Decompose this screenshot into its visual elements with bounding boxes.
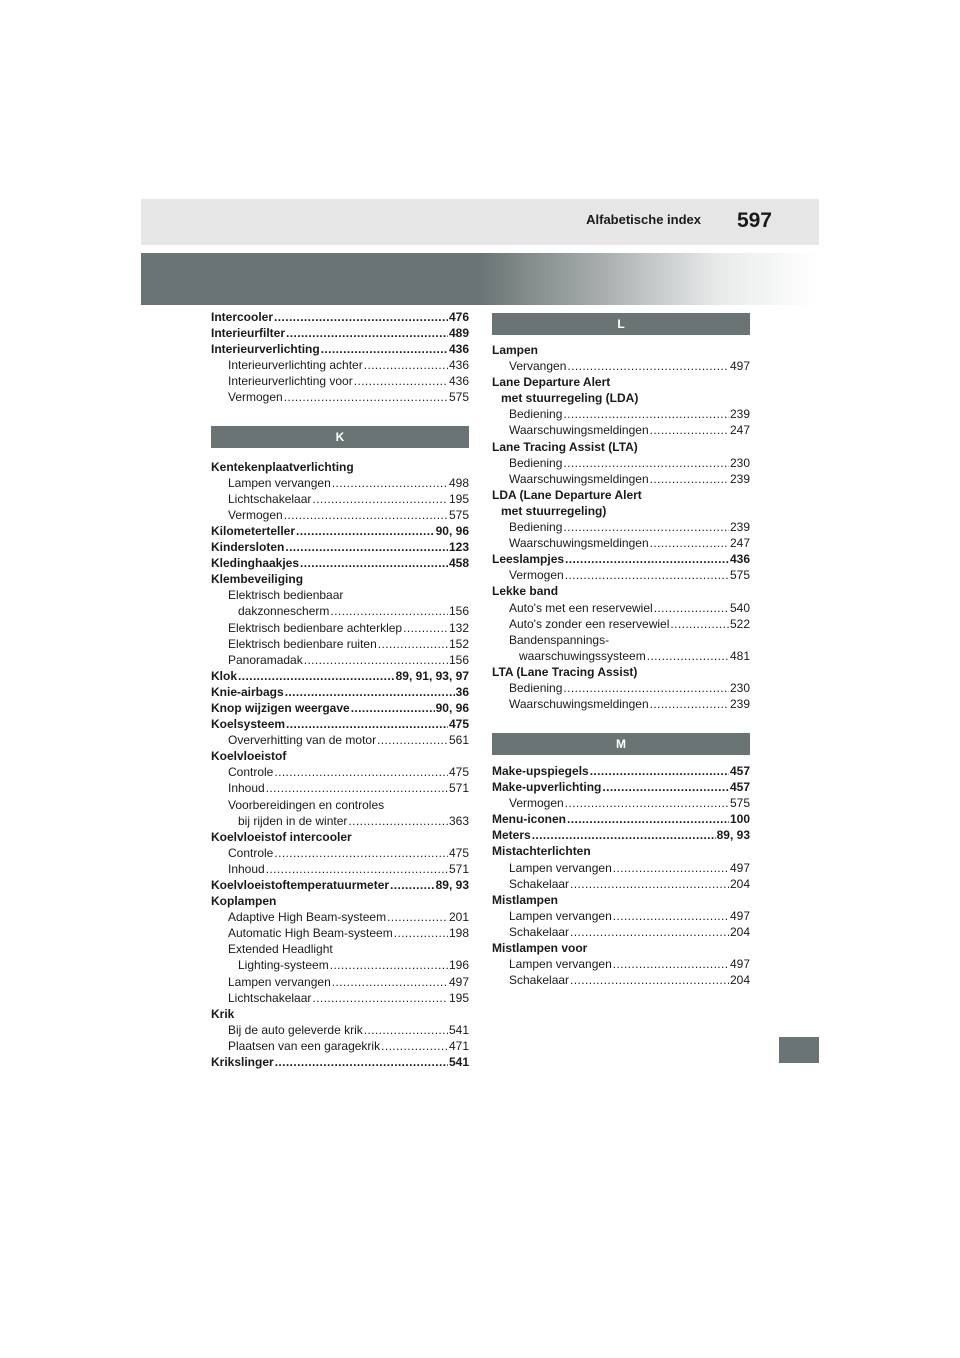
- page-number: 597: [736, 209, 772, 232]
- index-subentry[interactable]: Adaptive High Beam-systeem ..... 201: [211, 909, 469, 925]
- index-subheading: Elektrisch bedienbaar: [228, 588, 344, 603]
- index-subentry[interactable]: waarschuwingssysteem ..... 481: [492, 648, 750, 664]
- index-entry[interactable]: Interieurfilter ..... 489: [211, 325, 469, 341]
- index-heading: Kentekenplaatverlichting: [211, 459, 354, 474]
- index-subentry[interactable]: Oververhitting van de motor ..... 561: [211, 732, 469, 748]
- section-header-l: L: [492, 313, 750, 335]
- index-entry[interactable]: Koelsysteem ..... 475: [211, 716, 469, 732]
- index-subheading: Extended Headlight: [228, 942, 333, 957]
- index-entry[interactable]: Knop wijzigen weergave ..... 90, 96: [211, 700, 469, 716]
- header-title: Alfabetische index: [586, 212, 701, 227]
- index-subentry[interactable]: Schakelaar ..... 204: [492, 876, 750, 892]
- index-subentry[interactable]: Panoramadak ..... 156: [211, 652, 469, 668]
- index-entry[interactable]: Meters ..... 89, 93: [492, 827, 750, 843]
- index-subentry[interactable]: Schakelaar ..... 204: [492, 972, 750, 988]
- index-heading: Mistlampen voor: [492, 941, 588, 956]
- index-subentry[interactable]: Vervangen ..... 497: [492, 358, 750, 374]
- index-subentry[interactable]: Lampen vervangen ..... 498: [211, 475, 469, 491]
- index-subentry[interactable]: Lampen vervangen ..... 497: [492, 860, 750, 876]
- index-entry[interactable]: Knie-airbags ..... 36: [211, 684, 469, 700]
- index-entry[interactable]: Intercooler ..... 476: [211, 309, 469, 325]
- index-subentry[interactable]: Schakelaar ..... 204: [492, 924, 750, 940]
- header-banner: [141, 253, 819, 305]
- chapter-tab-marker: [779, 1037, 819, 1063]
- index-column-2: [492, 342, 750, 712]
- index-subentry[interactable]: Bediening ..... 230: [492, 680, 750, 696]
- index-entry[interactable]: Make-upverlichting ..... 457: [492, 779, 750, 795]
- index-subentry[interactable]: Elektrisch bedienbare achterklep ..... 132: [211, 620, 469, 636]
- index-subentry[interactable]: Auto's met een reservewiel ..... 540: [492, 600, 750, 616]
- index-subentry[interactable]: Auto's zonder een reservewiel ..... 522: [492, 616, 750, 632]
- index-subentry[interactable]: Waarschuwingsmeldingen ..... 247: [492, 535, 750, 551]
- index-heading: Lane Departure Alert: [492, 375, 611, 390]
- index-subentry[interactable]: Bediening ..... 239: [492, 519, 750, 535]
- index-subentry[interactable]: Elektrisch bedienbare ruiten ..... 152: [211, 636, 469, 652]
- index-subentry[interactable]: Bediening ..... 239: [492, 406, 750, 422]
- index-heading: Mistachterlichten: [492, 844, 591, 859]
- index-heading: Lane Tracing Assist (LTA): [492, 439, 638, 454]
- index-column-2-m: [492, 763, 750, 988]
- section-header-k: K: [211, 426, 469, 448]
- index-entry[interactable]: Make-upspiegels ..... 457: [492, 763, 750, 779]
- index-entry[interactable]: Kilometerteller ..... 90, 96: [211, 523, 469, 539]
- index-heading: Koplampen: [211, 894, 277, 909]
- index-heading-cont: met stuurregeling): [501, 503, 607, 518]
- index-heading: Mistlampen: [492, 892, 559, 907]
- index-subentry[interactable]: Vermogen ..... 575: [492, 795, 750, 811]
- index-subentry[interactable]: Lampen vervangen ..... 497: [492, 908, 750, 924]
- index-heading: Lekke band: [492, 584, 559, 599]
- index-heading: LTA (Lane Tracing Assist): [492, 664, 638, 679]
- index-subentry[interactable]: Lampen vervangen ..... 497: [211, 974, 469, 990]
- index-entry[interactable]: Interieurverlichting ..... 436: [211, 341, 469, 357]
- index-subentry[interactable]: Plaatsen van een garagekrik ..... 471: [211, 1038, 469, 1054]
- index-subentry[interactable]: Lighting-systeem ..... 196: [211, 957, 469, 973]
- index-subentry[interactable]: Controle ..... 475: [211, 845, 469, 861]
- index-entry[interactable]: Leeslampjes ..... 436: [492, 551, 750, 567]
- index-subentry[interactable]: Lampen vervangen ..... 497: [492, 956, 750, 972]
- index-heading: Krik: [211, 1006, 235, 1021]
- index-subheading: Bandenspannings-: [509, 632, 610, 647]
- index-entry[interactable]: Koelvloeistoftemperatuurmeter ..... 89, 93: [211, 877, 469, 893]
- index-heading: Koelvloeistof: [211, 749, 287, 764]
- index-entry[interactable]: Kindersloten ..... 123: [211, 539, 469, 555]
- index-subentry[interactable]: Inhoud ..... 571: [211, 780, 469, 796]
- index-subentry[interactable]: Lichtschakelaar ..... 195: [211, 491, 469, 507]
- index-subentry[interactable]: Lichtschakelaar ..... 195: [211, 990, 469, 1006]
- index-subentry[interactable]: Vermogen ..... 575: [492, 567, 750, 583]
- index-column-1: [211, 309, 469, 1070]
- index-heading-cont: met stuurregeling (LDA): [501, 391, 639, 406]
- index-subentry[interactable]: Interieurverlichting voor ..... 436: [211, 373, 469, 389]
- index-subentry[interactable]: Automatic High Beam-systeem ..... 198: [211, 925, 469, 941]
- section-header-m: M: [492, 733, 750, 755]
- index-entry[interactable]: Kledinghaakjes ..... 458: [211, 555, 469, 571]
- index-subentry[interactable]: Waarschuwingsmeldingen ..... 239: [492, 696, 750, 712]
- index-subheading: Voorbereidingen en controles: [228, 797, 385, 812]
- index-subentry[interactable]: Waarschuwingsmeldingen ..... 247: [492, 422, 750, 438]
- index-subentry[interactable]: Interieurverlichting achter ..... 436: [211, 357, 469, 373]
- index-subentry[interactable]: Waarschuwingsmeldingen ..... 239: [492, 471, 750, 487]
- index-subentry[interactable]: Controle ..... 475: [211, 764, 469, 780]
- index-subentry[interactable]: dakzonnescherm ..... 156: [211, 603, 469, 619]
- index-subentry[interactable]: Bij de auto geleverde krik ..... 541: [211, 1022, 469, 1038]
- index-heading: Lampen: [492, 343, 539, 357]
- index-heading: Koelvloeistof intercooler: [211, 829, 352, 844]
- index-entry[interactable]: Klok ..... 89, 91, 93, 97: [211, 668, 469, 684]
- index-subentry[interactable]: Vermogen ..... 575: [211, 507, 469, 523]
- header-bar: [141, 199, 819, 245]
- index-subentry[interactable]: Inhoud ..... 571: [211, 861, 469, 877]
- index-subentry[interactable]: Bediening ..... 230: [492, 455, 750, 471]
- index-heading: Klembeveiliging: [211, 572, 304, 587]
- index-subentry[interactable]: bij rijden in de winter ..... 363: [211, 813, 469, 829]
- index-entry[interactable]: Menu-iconen ..... 100: [492, 811, 750, 827]
- index-heading: LDA (Lane Departure Alert: [492, 487, 642, 502]
- index-subentry[interactable]: Vermogen ..... 575: [211, 389, 469, 405]
- index-entry[interactable]: Krikslinger ..... 541: [211, 1054, 469, 1070]
